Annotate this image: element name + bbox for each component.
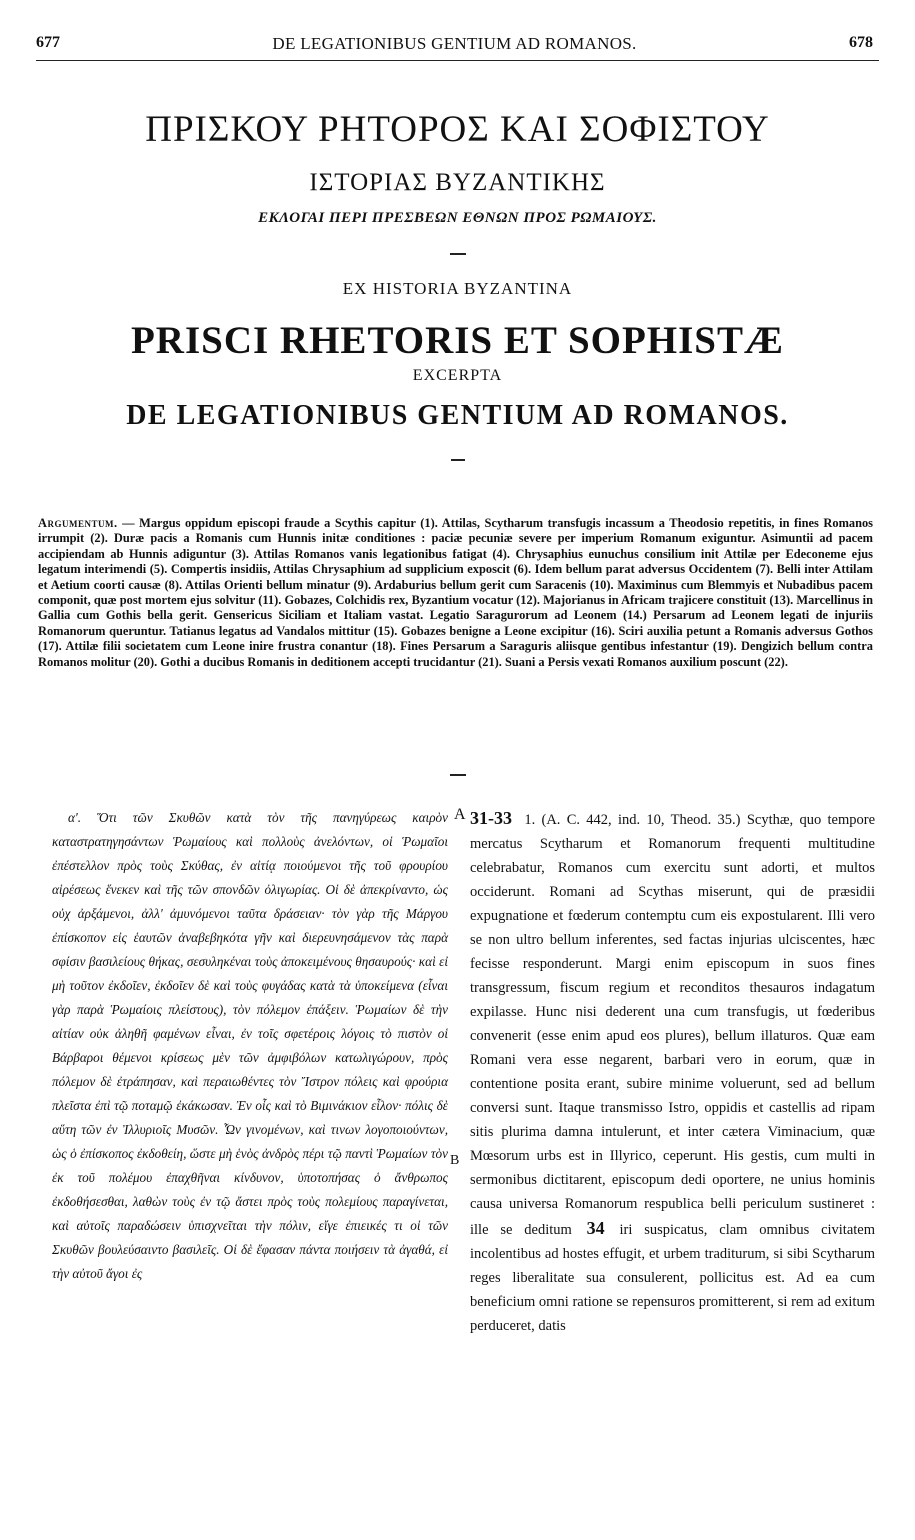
running-title: DE LEGATIONIBUS GENTIUM AD ROMANOS. bbox=[272, 34, 637, 53]
latin-de-title: DE LEGATIONIBUS GENTIUM AD ROMANOS. bbox=[126, 400, 789, 431]
section-reference: 1. (A. C. 442, ind. 10, Theod. 35.) bbox=[524, 812, 741, 828]
section-divider bbox=[450, 774, 466, 776]
greek-excerpt-title: ΕΚΛΟΓΑΙ ΠΕΡΙ ΠΡΕΣΒΕΩΝ ΕΘΝΩΝ ΠΡΟΣ ΡΩΜΑΙΟΥΣ. bbox=[258, 210, 657, 226]
margin-letter-b: B bbox=[450, 1153, 460, 1168]
latin-text-part1: Scythæ, quo tempore mercatus Scytharum et Romanorum frequenti multitudine celebrabatur, Romanos cum exercitu sunt adorti, et multos occiderunt. Romani ad Scythas miserunt, qui de præsidii expugnatione et fœderum contemptu cum eis expostularent. Illi vero se non ultro bellum inferentes, sed factas injurias ulciscentes, hæc fecisse responderunt. Margi enim episcopum in suos fines transgressum, fiscum regium et reconditos thesauros indagatum expilasse. Hunc nisi dederent una cum transfugis, ut fœderibus convenerit (esse enim apud eos plures), bellum illaturos. Quæ eam Romani vera esse negarent, barbari vero in eorum, quæ in contentione posita erant, subire minime voluerunt, sed ad bellum conversi sunt. Itaque transmisso Istro, oppidis et castellis ad ripam sitis plurima damna intulerunt, et inter cætera Viminacium, quæ Mœsorum urbs est in Illyrico, ceperunt. His gestis, cum multi in sermonibus dictitarent, episcopum dedi oportere, ne unius hominis causa universa Romanorum respublica belli periculum sustineret : ille se deditum bbox=[470, 812, 876, 1238]
page-number-right: 678 bbox=[849, 34, 873, 51]
greek-subtitle: ΙΣΤΟΡΙΑΣ ΒΥΖΑΝΤΙΚΗΣ bbox=[309, 169, 606, 196]
title-divider-2 bbox=[451, 459, 465, 461]
greek-main-title: ΠΡΙΣΚΟΥ ΡΗΤΟΡΟΣ ΚΑΙ ΣΟΦΙΣΤΟΥ bbox=[145, 109, 770, 150]
section-number: 31-33 bbox=[470, 808, 512, 828]
latin-column bbox=[470, 806, 875, 1338]
margin-letter-a: A bbox=[454, 806, 466, 823]
latin-history-title: EX HISTORIA BYZANTINA bbox=[342, 279, 573, 298]
greek-text: α'. Ὅτι τῶν Σκυθῶν κατὰ τὸν τῆς πανηγύρεως καιρὸν καταστρατηγησάντων Ῥωμαίους καὶ πολλοὺς ἀνελόντων, οἱ Ῥωμαῖοι ἐπέστελλον πρὸς τοὺς Σκύθας, ἐν αἰτίᾳ ποιούμενοι τῆς τοῦ φρουρίου αἱρέσεως ἕνεκεν καὶ τῆς τῶν σπονδῶν ὀλιγωρίας. Οἱ δὲ ἀπεκρίναντο, ὡς οὐχ ἀρξάμενοι, ἀλλ' ἀμυνόμενοι ταῦτα δράσειαν· τὸν γὰρ τῆς Μάργου ἐπίσκοπον εἰς ἑαυτῶν ἀναβεβηκότα γῆν καὶ διερευνησάμενον τὰς παρὰ σφίσιν βασιλείους θήκας, σεσυληκέναι τοὺς ἀποκειμένους θησαυρούς· καὶ εἰ μὴ τοῦτον ἐκδοῖεν, ἐκδοῖεν δὲ καὶ τοὺς φυγάδας κατὰ τὰ ὑποκείμενα (εἶναι γὰρ παρὰ Ῥωμαίοις πλείστους), τὸν πόλεμον ἐπάξειν. Ῥωμαίων δὲ τὴν αἰτίαν οὐκ ἀληθῆ φαμένων εἶναι, ἐν τοῖς σφετέροις λόγοις τὸ πιστὸν οἱ Βάρβαροι θέμενοι κρίσεως μὲν τῶν ἀμφιβόλων κατωλιγώρουν, πρὸς πόλεμον δὲ ἐτράπησαν, καὶ περαιωθέντες τὸν Ἴστρον πόλεις καὶ φρούρια πλεῖστα ἐπὶ τῷ ποταμῷ ἐκάκωσαν. Ἐν οἷς καὶ τὸ Βιμινάκιον εἷλον· πόλις δὲ αὕτη τῶν ἐν Ἰλλυριοῖς Μυσῶν. Ὧν γινομένων, καὶ τινων λογοποιούντων, ὡς ὁ ἐπίσκοπος ἐκδοθείη, ὥστε μὴ ἑνὸς ἀνδρὸς πέρι τῷ παντὶ Ῥωμαίων τὸν ἐκ τοῦ πολέμου ἐπαχθῆναι κίνδυνον, ὑποτοπήσας ὁ ἄνθρωπος ἐκδοθήσεσθαι, λαθὼν τοὺς ἐν τῷ ἄστει πρὸς τοὺς πολεμίους παραγίνεται, καὶ αὐτοῖς παραδώσειν ὑπισχνεῖται τὴν πόλιν, εἴγε ἐπιεικές τι οἱ τῶν Σκυθῶν βουλεύσαιντο βασιλεῖς. Οἱ δὲ ἔφασαν πάντα ποιήσειν τὰ ἀγαθά, εἰ τὴν αὐτοῦ ἄγοι ἐς bbox=[52, 810, 448, 1281]
page-header bbox=[36, 34, 873, 58]
latin-text-part2: iri suspicatus, clam omnibus civitatem incolentibus ad hostes effugit, et urbem traditurum, si sibi Scytharum reges liberalitate sua consulerent, pollicitus est. Ad ea cum beneficium omni ratione se repensuros promitterent, si rem ad exitum perduceret, datis bbox=[470, 1222, 876, 1334]
title-divider bbox=[450, 253, 466, 255]
latin-excerpta-title: EXCERPTA bbox=[412, 367, 503, 384]
latin-main-title: PRISCI RHETORIS ET SOPHISTÆ bbox=[130, 319, 785, 362]
inline-page-number: 34 bbox=[586, 1218, 605, 1238]
page-number-left: 677 bbox=[36, 34, 60, 51]
title-block bbox=[40, 108, 875, 461]
argument-label: Argumentum. bbox=[38, 516, 118, 530]
argument-paragraph bbox=[38, 516, 873, 670]
greek-column bbox=[52, 806, 448, 1286]
latin-paragraph bbox=[470, 806, 875, 1338]
argument-text: — Margus oppidum episcopi fraude a Scythis capitur (1). Attilas, Scytharum transfugis incassum a Theodosio repetitis, in fines Romanos irrumpit (2). Duræ pacis a Romanis cum Hunnis initæ conditiones : paciæ pecuniæ severe per imperium Romanum exiguntur. Asimuntii ad pacem accipiendam ab Hunnis adiguntur (3). Attilas Romanos vanis legationibus fatigat (4). Chrysaphius eunuchus consilium init Attilæ per Edeconeme ejus legatum interimendi (5). Compertis insidiis, Attilas Chrysaphium ad supplicium exposcit (6). Idem bellum parat adversus Occidentem (7). Belli inter Attilam et Aetium coorti causæ (8). Attilas Orienti bellum minatur (9). Ardaburius bellum gerit cum Saracenis (10). Maximinus cum Blemmyis et Nubadibus pacem componit, quæ post mortem ejus solvitur (11). Gobazes, Colchidis rex, Byzantium vocatur (12). Majorianus in Africam trajicere constituit (13). Marcellinus in Gallia cum Gothis bella gerit. Gensericus Siciliam et Italiam vastat. Legatio Saragurorum ad Leonem (14.) Persarum ad Leonem legati de injuriis Romanorum queruntur. Tatianus legatus ad Vandalos mittitur (15). Gobazes benigne a Leone excipitur (16). Sciri auxilia petunt a Romanis adversus Gothos (17). Attilæ filii societatem cum Leone inire frustra conantur (18). Fines Persarum a Saraguris aliisque gentibus infestantur (19). Dengizich bellum contra Romanos molitur (20). Gothi a ducibus Romanis in deditionem accepti trucidantur (21). Suani a Persis vexati Romanos auxilium poscunt (22). bbox=[38, 516, 873, 669]
header-rule bbox=[36, 60, 879, 61]
